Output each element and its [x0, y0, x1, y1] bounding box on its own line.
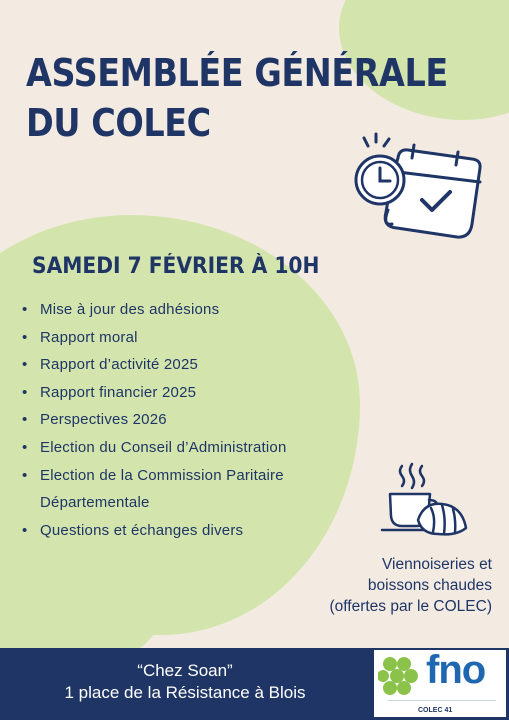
fno-logo	[374, 650, 506, 717]
title-line-2: DU COLEC	[26, 101, 211, 145]
list-item-label: Perspectives 2026	[40, 411, 167, 429]
refreshments-line-2: boissons chaudes	[367, 577, 492, 594]
list-item-label: Mise à jour des adhésions	[40, 301, 220, 318]
venue-street: 1 place de la Résistance à Blois	[64, 683, 306, 702]
list-item-label-continued: Départementale	[40, 494, 150, 512]
bullet: •	[22, 383, 28, 401]
refreshments-line-1: Viennoiseries et	[381, 556, 492, 573]
bullet: •	[22, 521, 28, 539]
event-date: SAMEDI 7 FÉVRIER À 10H	[32, 254, 320, 279]
bullet: •	[22, 328, 28, 346]
list-item	[22, 351, 287, 379]
list-item	[22, 296, 287, 324]
bullet: •	[22, 438, 28, 456]
hexagon-cluster-icon	[378, 654, 426, 698]
bullet: •	[22, 466, 28, 484]
list-item	[22, 434, 287, 462]
list-item	[22, 324, 287, 352]
list-item	[22, 462, 287, 517]
list-item-label: Rapport d’activité 2025	[40, 356, 199, 374]
footer-bar	[0, 648, 509, 720]
coffee-croissant-icon	[376, 462, 468, 542]
title-line-1: ASSEMBLÉE GÉNÉRALE	[26, 51, 448, 95]
bullet: •	[22, 301, 28, 318]
calendar-clock-icon	[352, 132, 487, 242]
list-item-label: Rapport moral	[40, 328, 138, 346]
bullet: •	[22, 356, 28, 374]
list-item	[22, 517, 287, 545]
list-item	[22, 379, 287, 407]
list-item	[22, 406, 287, 434]
logo-subtitle: COLEC 41	[418, 707, 453, 714]
refreshments-note	[329, 554, 492, 617]
venue-address	[0, 660, 370, 704]
agenda-list	[22, 296, 287, 544]
list-item-label: Questions et échanges divers	[40, 521, 244, 539]
refreshments-line-3: (offertes par le COLEC)	[329, 598, 492, 615]
venue-name: “Chez Soan”	[137, 661, 233, 680]
logo-text: fno	[426, 648, 486, 692]
logo-divider	[388, 700, 496, 701]
list-item-label: Rapport financier 2025	[40, 383, 197, 401]
bullet: •	[22, 411, 28, 429]
list-item-label: Election de la Commission Paritaire	[40, 466, 284, 484]
list-item-label: Election du Conseil d’Administration	[40, 438, 287, 456]
